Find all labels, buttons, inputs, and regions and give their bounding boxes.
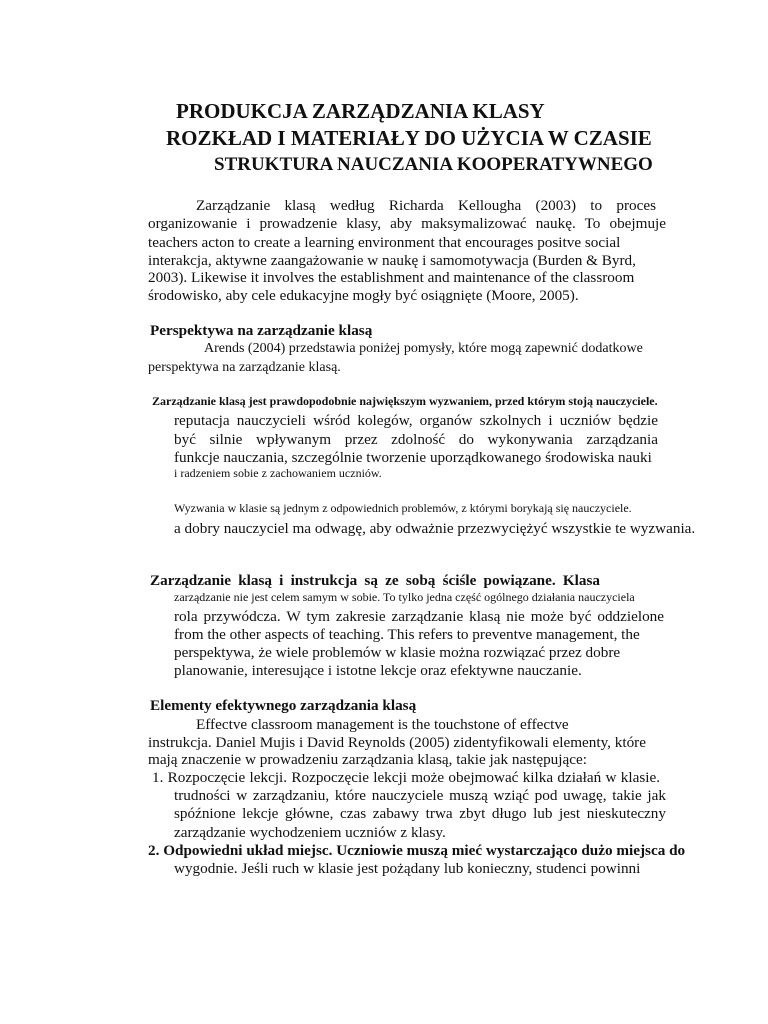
list-item-2-line-1: 2. Odpowiedni układ miejsc. Uczniowie muszą mieć wystarczająco dużo miejsca do bbox=[148, 842, 686, 859]
block-c-line-1: zarządzanie nie jest celem samym w sobie. To tylko jedna część ogólnego działania nauczyciela bbox=[174, 590, 635, 604]
block-a-lead: Zarządzanie klasą jest prawdopodobnie największym wyzwaniem, przed którym stoją nauczyciele. bbox=[152, 394, 658, 408]
section2-line-2: instrukcja. Daniel Mujis i David Reynolds (2005) zidentyfikowali elementy, które bbox=[148, 734, 646, 751]
block-a-line-2: być silnie wpływanym przez zdolność do wykonywania zarządzania bbox=[174, 431, 658, 448]
block-c-line-3: from the other aspects of teaching. This refers to preventve management, the bbox=[174, 626, 640, 643]
intro-line-2: organizowanie i prowadzenie klasy, aby maksymalizować naukę. To obejmuje bbox=[148, 215, 666, 232]
block-c-lead: Zarządzanie klasą i instrukcja są ze sobą ściśle powiązane. Klasa bbox=[150, 572, 600, 589]
block-b-line-2: a dobry nauczyciel ma odwagę, aby odważnie przezwyciężyć wszystkie te wyzwania. bbox=[174, 520, 696, 537]
section1-line-2: perspektywa na zarządzanie klasą. bbox=[148, 360, 341, 375]
section1-line-1: Arends (2004) przedstawia poniżej pomysły, które mogą zapewnić dodatkowe bbox=[204, 341, 643, 356]
block-c-line-2: rola przywódcza. W tym zakresie zarządzanie klasą nie może być oddzielone bbox=[174, 608, 664, 625]
list-item-1-line-4: zarządzanie wychodzeniem uczniów z klasy. bbox=[174, 824, 446, 841]
block-a-line-1: reputacja nauczycieli wśród kolegów, organów szkolnych i uczniów będzie bbox=[174, 412, 658, 429]
list-item-1-line-2: trudności w zarządzaniu, które nauczyciele muszą wziąć pod uwagę, takie jak bbox=[174, 787, 666, 804]
section-heading-elements: Elementy efektywnego zarządzania klasą bbox=[150, 697, 417, 714]
section2-line-3: mają znaczenie w prowadzeniu zarządzania klasą, takie jak następujące: bbox=[148, 751, 587, 768]
block-a-line-3: funkcje nauczania, szczególnie tworzenie uporządkowanego środowiska nauki bbox=[174, 449, 652, 466]
intro-line-3: teachers acton to create a learning environment that encourages positve social bbox=[148, 234, 621, 251]
section2-line-1: Effectve classroom management is the touchstone of effectve bbox=[196, 716, 569, 733]
block-c-line-4: perspektywa, że wiele problemów w klasie można rozwiązać przez dobre bbox=[174, 644, 621, 661]
title-line-3: STRUKTURA NAUCZANIA KOOPERATYWNEGO bbox=[214, 154, 653, 175]
list-item-1-line-3: spóźnione lekcje główne, czas zabawy trwa zbyt długo lub jest nieskuteczny bbox=[174, 805, 666, 822]
section-heading-perspective: Perspektywa na zarządzanie klasą bbox=[150, 322, 373, 339]
list-item-1-line-1: 1. Rozpoczęcie lekcji. Rozpoczęcie lekcji może obejmować kilka działań w klasie. bbox=[152, 769, 660, 786]
title-line-2: ROZKŁAD I MATERIAŁY DO UŻYCIA W CZASIE bbox=[166, 126, 652, 150]
intro-line-5: 2003). Likewise it involves the establishment and maintenance of the classroom bbox=[148, 269, 635, 286]
block-a-line-4: i radzeniem sobie z zachowaniem uczniów. bbox=[174, 466, 382, 480]
intro-line-4: interakcja, aktywne zaangażowanie w naukę i samomotywacja (Burden & Byrd, bbox=[148, 252, 636, 269]
block-c-line-5: planowanie, interesujące i istotne lekcje oraz efektywne nauczanie. bbox=[174, 662, 582, 679]
intro-line-1: Zarządzanie klasą według Richarda Kellougha (2003) to proces bbox=[196, 197, 656, 214]
title-line-1: PRODUKCJA ZARZĄDZANIA KLASY bbox=[176, 99, 545, 123]
list-item-2-line-2: wygodnie. Jeśli ruch w klasie jest pożądany lub konieczny, studenci powinni bbox=[174, 860, 641, 877]
intro-line-6: środowisko, aby cele edukacyjne mogły być osiągnięte (Moore, 2005). bbox=[148, 287, 579, 304]
block-b-line-1: Wyzwania w klasie są jednym z odpowiednich problemów, z którymi borykają się nauczyciele. bbox=[174, 501, 632, 515]
